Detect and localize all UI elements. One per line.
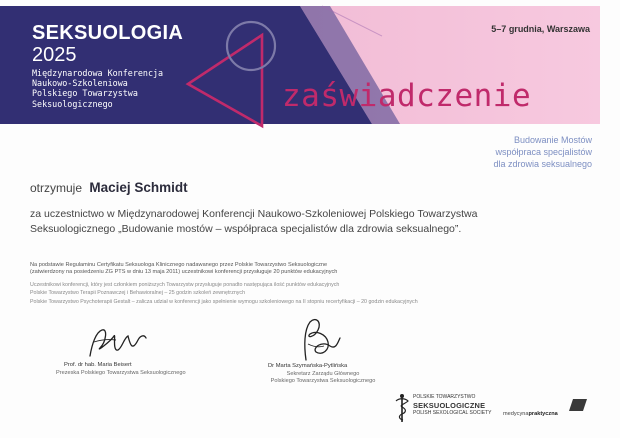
pts-line: SEKSUOLOGICZNE	[413, 401, 486, 410]
signatory-role	[258, 371, 388, 385]
pts-line: POLSKIE TOWARZYSTWO	[413, 394, 476, 400]
caduceus-icon	[393, 393, 411, 423]
additional-points-info	[30, 281, 490, 306]
subtitle-line: Naukowo-Szkoleniowa	[32, 78, 128, 89]
legal-line: (zatwierdzony na posiedzeniu ZG PTS w dniu 13 maja 2011) uczestnikowi konferencji przysługuje 20 punktów edukacyjnych	[30, 269, 338, 276]
legal-line: Na podstawie Regulaminu Certyfikatu Seksuologa Klinicznego nadawanego przez Polskie Towarzystwo Seksuologiczne	[30, 262, 328, 268]
conference-motto	[493, 134, 592, 170]
handwritten-signature	[292, 316, 352, 364]
date-place: 5–7 grudnia, Warszawa	[491, 24, 590, 34]
recipient-line	[30, 180, 188, 195]
motto-line: dla zdrowia seksualnego	[493, 159, 592, 169]
document-title: zaświadczenie	[282, 78, 532, 114]
recipient-name: Maciej Schmidt	[89, 180, 188, 195]
recipient-prefix: otrzymuje	[30, 181, 83, 195]
pts-logo-text	[413, 394, 491, 417]
pts-line: POLISH SEXOLOGICAL SOCIETY	[413, 410, 492, 416]
header-banner	[0, 0, 620, 130]
legal-basis	[30, 262, 450, 276]
mp-strong: praktyczna	[528, 411, 558, 417]
motto-line: Budowanie Mostów	[513, 135, 592, 145]
signatory-role: Prezeska Polskiego Towarzystwa Seksuologicznego	[56, 370, 186, 376]
points-line: Polskie Towarzystwo Psychoterapii Gestalt – zalicza udział w konferencji jako spełnienie wymogu szkoleniowego na II stopniu recertyfikacji – 20 godzin edukacyjnych	[30, 298, 418, 305]
motto-line: współpraca specjalistów	[495, 147, 592, 157]
role-line: Polskiego Towarzystwa Seksuologicznego	[270, 378, 376, 384]
mp-logo-text	[503, 411, 558, 417]
points-line: Polskie Towarzystwo Terapii Poznawczej i Behawioralnej – 25 godzin szkoleń zewnętrznych	[30, 290, 246, 297]
conference-subtitle	[32, 68, 202, 109]
statement-line: za uczestnictwo w Międzynarodowej Konferencji Naukowo-Szkoleniowej Polskiego Towarzystwa	[30, 208, 478, 220]
conference-title: SEKSUOLOGIA	[32, 22, 184, 44]
participation-statement	[30, 207, 500, 237]
signatory-name: Prof. dr hab. Maria Beisert	[64, 362, 132, 368]
role-line: Sekretarz Zarządu Głównego	[286, 371, 360, 377]
subtitle-line: Międzynarodowa Konferencja	[32, 68, 164, 78]
subtitle-line: Seksuologicznego	[32, 98, 113, 109]
points-line: Uczestnikowi konferencji, który jest członkiem poniższych Towarzystw przysługuje ponadto następująca ilość punktów edukacyjnych	[30, 282, 340, 288]
statement-line: Seksuologicznego „Budowanie mostów – współpraca specjalistów dla zdrowia seksualnego”.	[30, 223, 462, 235]
conference-year: 2025	[32, 44, 77, 66]
mp-logo	[503, 402, 558, 420]
subtitle-line: Polskiego Towarzystwa	[32, 88, 138, 99]
mp-prefix: medycyna	[503, 411, 529, 417]
signatory-name: Dr Marta Szymańska-Pytlińska	[268, 363, 348, 369]
mp-logo-icon	[569, 399, 587, 411]
handwritten-signature	[82, 322, 152, 362]
